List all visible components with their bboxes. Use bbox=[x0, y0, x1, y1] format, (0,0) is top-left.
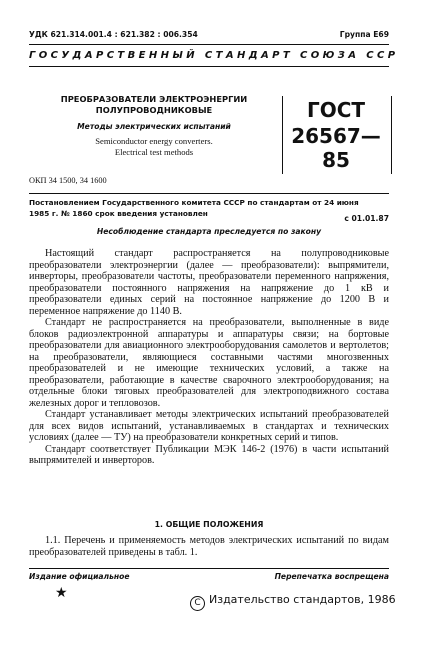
copyright-line bbox=[190, 593, 396, 611]
header-rule-bottom bbox=[29, 66, 389, 67]
paragraph-iec: Стандарт соответствует Публикации МЭК 146-2 (1976) в части испытаний выпрямителей и инверторов. bbox=[29, 443, 389, 466]
gost-label: ГОСТ bbox=[306, 98, 366, 122]
section-title: 1. ОБЩИЕ ПОЛОЖЕНИЯ bbox=[154, 520, 264, 529]
copyright-icon: C bbox=[190, 596, 205, 611]
decree-line-2: 1985 г. № 1860 срок введения установлен bbox=[29, 209, 208, 218]
english-title-line-1: Semiconductor energy converters. bbox=[95, 136, 213, 146]
state-standard-banner: ГОСУДАРСТВЕННЫЙ СТАНДАРТ СОЮЗА ССР bbox=[29, 50, 399, 61]
body-text bbox=[29, 248, 389, 467]
udk-code: УДК 621.314.001.4 : 621.382 : 006.354 bbox=[29, 30, 198, 39]
paragraph-methods: Стандарт устанавливает методы электрических испытаний преобразователей для всех видов испытаний, устанавливаемых в стандартах и технических условиях (далее — ТУ) на преобразователи конкретных серий и типов. bbox=[29, 409, 389, 443]
section-paragraph: 1.1. Перечень и применяемость методов электрических испытаний по видам преобразователей приведены в табл. 1. bbox=[29, 535, 389, 558]
gost-number: 26567—85 bbox=[291, 124, 381, 172]
document-title-line-1: ПРЕОБРАЗОВАТЕЛИ ЭЛЕКТРОЭНЕРГИИ bbox=[60, 94, 248, 104]
copyright-text: Издательство стандартов, 1986 bbox=[209, 593, 396, 606]
star-icon: ★ bbox=[55, 586, 68, 601]
effective-date: с 01.01.87 bbox=[344, 214, 389, 223]
english-title-line-2: Electrical test methods bbox=[114, 147, 194, 157]
header-rule-top bbox=[29, 44, 389, 45]
reprint-notice: Перепечатка воспрещена bbox=[274, 572, 389, 581]
penalty-notice: Несоблюдение стандарта преследуется по закону bbox=[96, 227, 322, 236]
official-edition-label: Издание официальное bbox=[29, 572, 130, 581]
section-body bbox=[29, 535, 389, 558]
document-subtitle: Методы электрических испытаний bbox=[77, 122, 231, 131]
paragraph-scope: Настоящий стандарт распространяется на полупроводниковые преобразователи электроэнергии (далее — преобразователи): выпрямители, инверторы, преобразователи частоты, преобразователи переменного напряжения, преобразователи постоянного напряжения на напряжение до 1 кВ и преобразователи единых серий на постоянное напряжение до 1200 В и переменное напряжение до 1140 В. bbox=[29, 248, 389, 317]
footer-rule bbox=[29, 568, 389, 569]
group-code: Группа Е69 bbox=[339, 30, 389, 39]
document-title-line-2: ПОЛУПРОВОДНИКОВЫЕ bbox=[95, 105, 213, 115]
paragraph-exclusions: Стандарт не распространяется на преобразователи, выполненные в виде блоков радиоэлектронной аппаратуры и аппаратуры связи; на бортовые преобразователи для авиационного электрооборудования самолетов и вертолетов; на преобразователи, являющиеся составными частями многозвенных преобразователей и не имеющие технических условий, а также на преобразователи, работающие в качестве сварочного электрооборудования; на отдельные блоки тяговых преобразователей для электроподвижного состава железных дорог и тепловозов. bbox=[29, 317, 389, 409]
okp-code: ОКП 34 1500, 34 1600 bbox=[29, 176, 107, 185]
decree-rule bbox=[29, 193, 389, 194]
decree-line-1: Постановлением Государственного комитета СССР по стандартам от 24 июня bbox=[29, 198, 359, 207]
